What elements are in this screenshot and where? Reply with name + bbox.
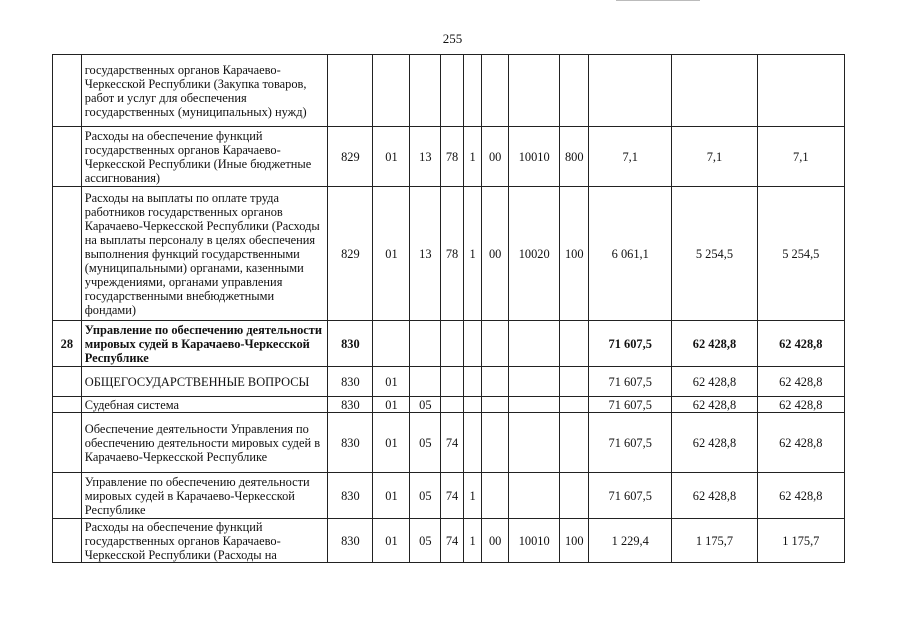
budget-table <box>52 54 845 563</box>
amount-year-3: 62 428,8 <box>757 413 844 473</box>
event-code: 00 <box>482 127 509 187</box>
ministry-code: 830 <box>328 397 373 413</box>
amount-year-2: 62 428,8 <box>672 367 757 397</box>
subprogram-code <box>463 367 481 397</box>
subprogram-code <box>463 413 481 473</box>
amount-year-1: 6 061,1 <box>589 187 672 321</box>
event-code <box>482 321 509 367</box>
amount-year-1: 71 607,5 <box>589 367 672 397</box>
section-code: 01 <box>373 519 410 563</box>
subprogram-code: 1 <box>463 519 481 563</box>
amount-year-3: 62 428,8 <box>757 473 844 519</box>
row-name: ОБЩЕГОСУДАРСТВЕННЫЕ ВОПРОСЫ <box>81 367 328 397</box>
amount-year-3: 5 254,5 <box>757 187 844 321</box>
subsection-code: 13 <box>410 127 441 187</box>
row-number <box>53 473 82 519</box>
event-code: 00 <box>482 519 509 563</box>
amount-year-3: 62 428,8 <box>757 397 844 413</box>
subprogram-code: 1 <box>463 473 481 519</box>
event-code <box>482 367 509 397</box>
table-row <box>53 519 845 563</box>
subprogram-code <box>463 55 481 127</box>
subsection-code: 05 <box>410 473 441 519</box>
direction-code: 10010 <box>509 519 560 563</box>
amount-year-2: 5 254,5 <box>672 187 757 321</box>
program-code <box>441 55 464 127</box>
subprogram-code: 1 <box>463 127 481 187</box>
program-code: 74 <box>441 473 464 519</box>
table-row <box>53 187 845 321</box>
row-number <box>53 519 82 563</box>
event-code <box>482 473 509 519</box>
expense-type-code: 800 <box>560 127 589 187</box>
expense-type-code <box>560 321 589 367</box>
ministry-code: 830 <box>328 413 373 473</box>
row-number <box>53 187 82 321</box>
top-edge-rule <box>616 0 700 1</box>
section-code <box>373 55 410 127</box>
subprogram-code <box>463 321 481 367</box>
subprogram-code <box>463 397 481 413</box>
event-code: 00 <box>482 187 509 321</box>
amount-year-3: 62 428,8 <box>757 321 844 367</box>
row-number <box>53 127 82 187</box>
subsection-code: 05 <box>410 519 441 563</box>
section-code: 01 <box>373 367 410 397</box>
direction-code <box>509 367 560 397</box>
expense-type-code: 100 <box>560 519 589 563</box>
direction-code <box>509 321 560 367</box>
table-row <box>53 397 845 413</box>
direction-code <box>509 397 560 413</box>
table-row <box>53 413 845 473</box>
direction-code: 10020 <box>509 187 560 321</box>
amount-year-2 <box>672 55 757 127</box>
row-number <box>53 55 82 127</box>
ministry-code: 829 <box>328 127 373 187</box>
amount-year-1: 1 229,4 <box>589 519 672 563</box>
expense-type-code <box>560 397 589 413</box>
row-name: Обеспечение деятельности Управления по обеспечению деятельности мировых судей в Карачаево-Черкесской Республике <box>81 413 328 473</box>
table-row <box>53 473 845 519</box>
row-name: Судебная система <box>81 397 328 413</box>
row-name: Расходы на обеспечение функций государственных органов Карачаево-Черкесской Республики (Иные бюджетные ассигнования) <box>81 127 328 187</box>
program-code <box>441 367 464 397</box>
row-number: 28 <box>53 321 82 367</box>
row-number <box>53 397 82 413</box>
amount-year-1 <box>589 55 672 127</box>
ministry-code: 829 <box>328 187 373 321</box>
subsection-code: 05 <box>410 397 441 413</box>
table-row <box>53 55 845 127</box>
program-code: 78 <box>441 187 464 321</box>
amount-year-1: 7,1 <box>589 127 672 187</box>
event-code <box>482 413 509 473</box>
row-name: государственных органов Карачаево-Черкесской Республики (Закупка товаров, работ и услуг для обеспечения государственных (муниципальных) нужд) <box>81 55 328 127</box>
amount-year-1: 71 607,5 <box>589 397 672 413</box>
program-code: 74 <box>441 519 464 563</box>
subsection-code <box>410 321 441 367</box>
table-row <box>53 367 845 397</box>
amount-year-1: 71 607,5 <box>589 321 672 367</box>
program-code <box>441 397 464 413</box>
amount-year-2: 62 428,8 <box>672 413 757 473</box>
expense-type-code <box>560 367 589 397</box>
amount-year-1: 71 607,5 <box>589 473 672 519</box>
direction-code: 10010 <box>509 127 560 187</box>
expense-type-code <box>560 413 589 473</box>
subsection-code <box>410 367 441 397</box>
amount-year-2: 62 428,8 <box>672 473 757 519</box>
ministry-code: 830 <box>328 367 373 397</box>
row-number <box>53 367 82 397</box>
direction-code <box>509 473 560 519</box>
row-name: Управление по обеспечению деятельности мировых судей в Карачаево-Черкесской Республике <box>81 473 328 519</box>
row-name: Расходы на выплаты по оплате труда работников государственных органов Карачаево-Черкесской Республики (Расходы на выплаты персоналу в целях обеспечения выполнения функций государственными (муниципальными) органами, казенными учреждениями, органами управления государственными внебюджетными фондами) <box>81 187 328 321</box>
expense-type-code: 100 <box>560 187 589 321</box>
program-code <box>441 321 464 367</box>
section-code: 01 <box>373 187 410 321</box>
direction-code <box>509 413 560 473</box>
page-number: 255 <box>442 31 463 46</box>
row-name: Управление по обеспечению деятельности мировых судей в Карачаево-Черкесской Республике <box>81 321 328 367</box>
table-row <box>53 127 845 187</box>
expense-type-code <box>560 473 589 519</box>
program-code: 78 <box>441 127 464 187</box>
amount-year-2: 62 428,8 <box>672 397 757 413</box>
amount-year-2: 62 428,8 <box>672 321 757 367</box>
ministry-code: 830 <box>328 473 373 519</box>
direction-code <box>509 55 560 127</box>
amount-year-1: 71 607,5 <box>589 413 672 473</box>
section-code: 01 <box>373 127 410 187</box>
subsection-code: 05 <box>410 413 441 473</box>
expense-type-code <box>560 55 589 127</box>
section-code: 01 <box>373 413 410 473</box>
amount-year-3: 1 175,7 <box>757 519 844 563</box>
ministry-code: 830 <box>328 519 373 563</box>
amount-year-3: 62 428,8 <box>757 367 844 397</box>
program-code: 74 <box>441 413 464 473</box>
section-code: 01 <box>373 473 410 519</box>
section-code: 01 <box>373 397 410 413</box>
row-number <box>53 413 82 473</box>
amount-year-2: 7,1 <box>672 127 757 187</box>
event-code <box>482 397 509 413</box>
section-code <box>373 321 410 367</box>
ministry-code: 830 <box>328 321 373 367</box>
row-name: Расходы на обеспечение функций государственных органов Карачаево-Черкесской Республики (Расходы на <box>81 519 328 563</box>
ministry-code <box>328 55 373 127</box>
amount-year-3: 7,1 <box>757 127 844 187</box>
subprogram-code: 1 <box>463 187 481 321</box>
amount-year-2: 1 175,7 <box>672 519 757 563</box>
subsection-code <box>410 55 441 127</box>
amount-year-3 <box>757 55 844 127</box>
event-code <box>482 55 509 127</box>
table-row <box>53 321 845 367</box>
subsection-code: 13 <box>410 187 441 321</box>
